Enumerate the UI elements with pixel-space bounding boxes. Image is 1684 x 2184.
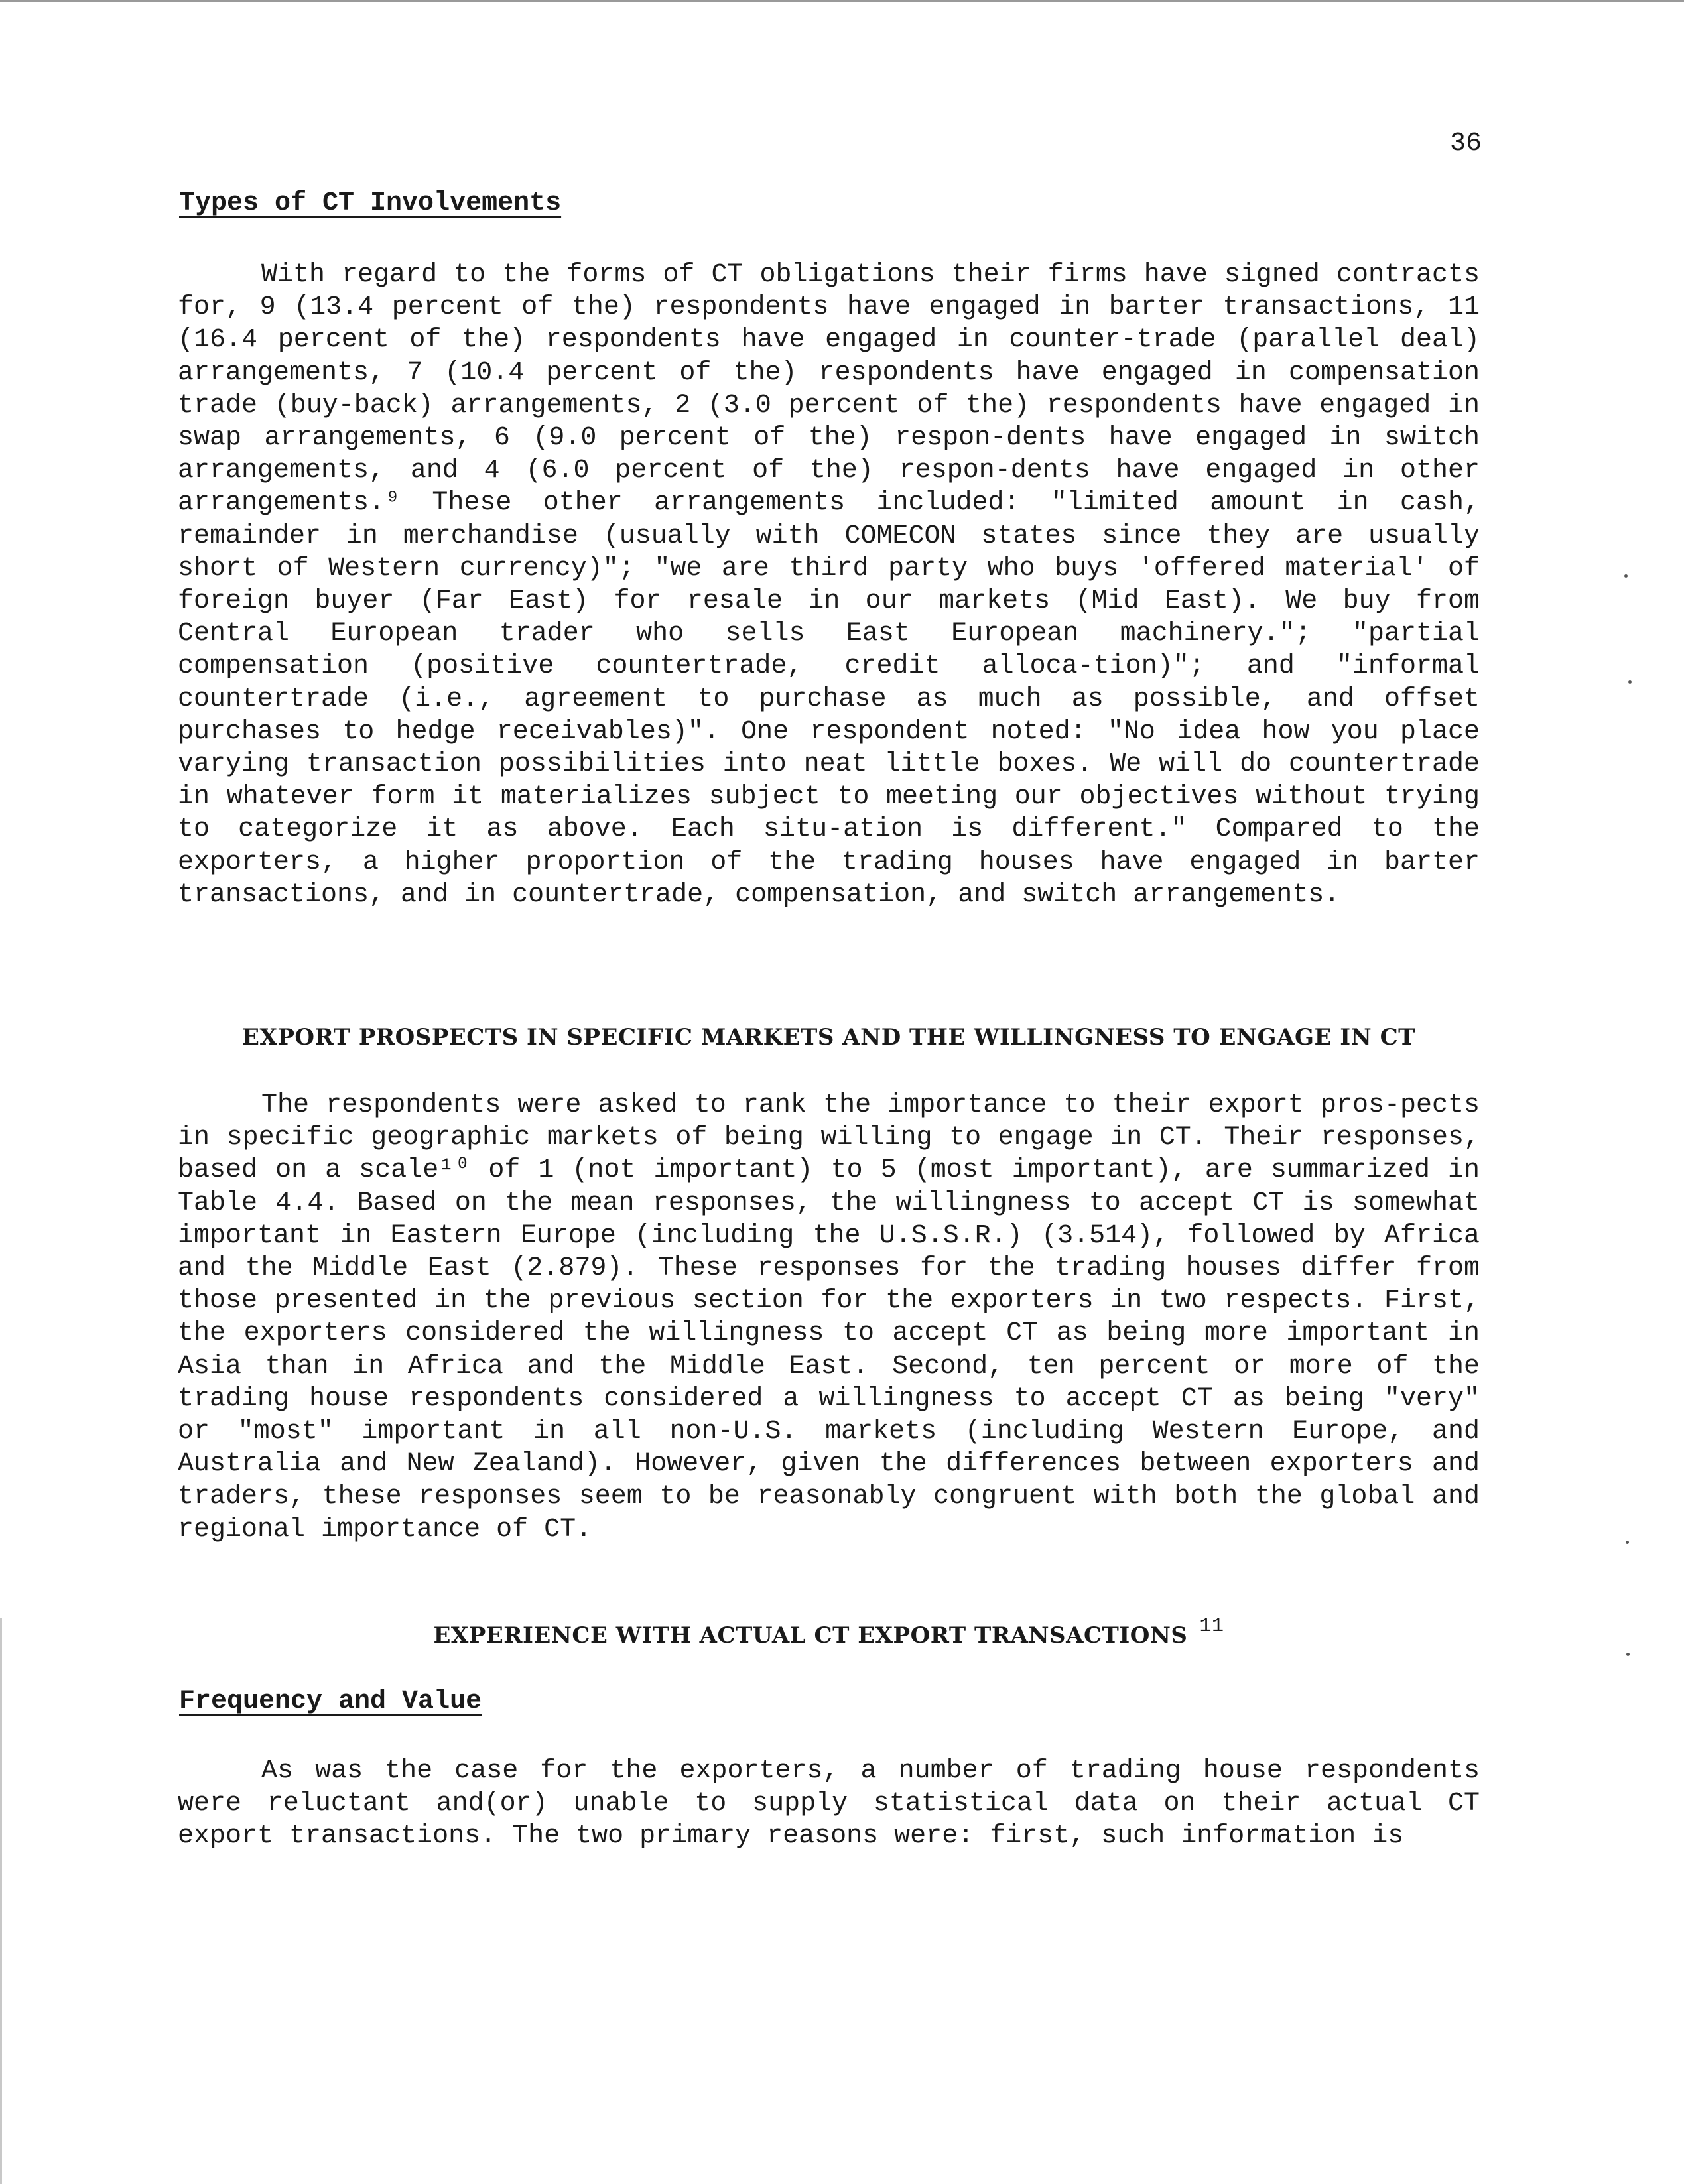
page-top-edge	[0, 0, 1684, 2]
paragraph-types-of-ct: With regard to the forms of CT obligations their firms have signed contracts for, 9 (13.4 percent of the) respondents have engaged in barter transactions, 11 (16.4 percent of the) respondents have engaged in counter-trade (parallel deal) arrangements, 7 (10.4 percent of the) respondents have engaged in compensation trade (buy-back) arrangements, 2 (3.0 percent of the) respondents have engaged in swap arrangements, 6 (9.0 percent of the) respon-dents have engaged in switch arrangements, and 4 (6.0 percent of the) respon-dents have engaged in other arrangements.⁹ These other arrangements included: "limited amount in cash, remainder in merchandise (usually with COMECON states since they are usually short of Western currency)"; "we are third party who buys 'offered material' of foreign buyer (Far East) for resale in our markets (Mid East). We buy from Central European trader who sells East European machinery."; "partial compensation (positive countertrade, credit alloca-tion)"; and "informal countertrade (i.e., agreement to purchase as much as possible, and offset purchases to hedge receivables)". One respondent noted: "No idea how you place varying transaction possibilities into neat little boxes. We will do countertrade in whatever form it materializes subject to meeting our objectives without trying to categorize it as above. Each situ-ation is different." Compared to the exporters, a higher proportion of the trading houses have engaged in barter transactions, and in countertrade, compensation, and switch arrangements.	[178, 260, 1480, 910]
footnote-marker-11: 11	[1199, 1615, 1224, 1638]
scan-speck	[1628, 680, 1632, 684]
subheading-types-of-ct-involvements: Types of CT Involvements	[179, 188, 562, 218]
scan-speck	[1626, 1541, 1629, 1544]
heading-experience-ct-export	[178, 1615, 1480, 1651]
heading-experience-text: EXPERIENCE WITH ACTUAL CT EXPORT TRANSACTIONS	[433, 1622, 1188, 1649]
page-number: 36	[1450, 129, 1482, 159]
heading-export-prospects: EXPORT PROSPECTS IN SPECIFIC MARKETS AND THE WILLINGNESS TO ENGAGE IN CT	[242, 1024, 1415, 1051]
paragraph-frequency-and-value: As was the case for the exporters, a number of trading house respondents were reluctant and(or) unable to supply statistical data on their actual CT export transactions. The two primary reasons were: first, such information is	[178, 1756, 1480, 1852]
paragraph-export-prospects: The respondents were asked to rank the importance to their export pros-pects in specific geographic markets of being willing to engage in CT. Their responses, based on a scale¹⁰ of 1 (not important) to 5 (most important), are summarized in Table 4.4. Based on the mean responses, the willingness to accept CT is somewhat important in Eastern Europe (including the U.S.S.R.) (3.514), followed by Africa and the Middle East (2.879). These responses for the trading houses differ from those presented in the previous section for the exporters in two respects. First, the exporters considered the willingness to accept CT as being more important in Asia than in Africa and the Middle East. Second, ten percent or more of the trading house respondents considered a willingness to accept CT as being "very" or "most" important in all non-U.S. markets (including Western Europe, and Australia and New Zealand). However, given the differences between exporters and traders, these responses seem to be reasonably congruent with both the global and regional importance of CT.	[178, 1090, 1480, 1545]
subheading-frequency-and-value: Frequency and Value	[179, 1687, 482, 1716]
page-left-edge	[0, 1618, 2, 2184]
scan-speck	[1624, 574, 1628, 578]
scan-speck	[1626, 1653, 1630, 1656]
